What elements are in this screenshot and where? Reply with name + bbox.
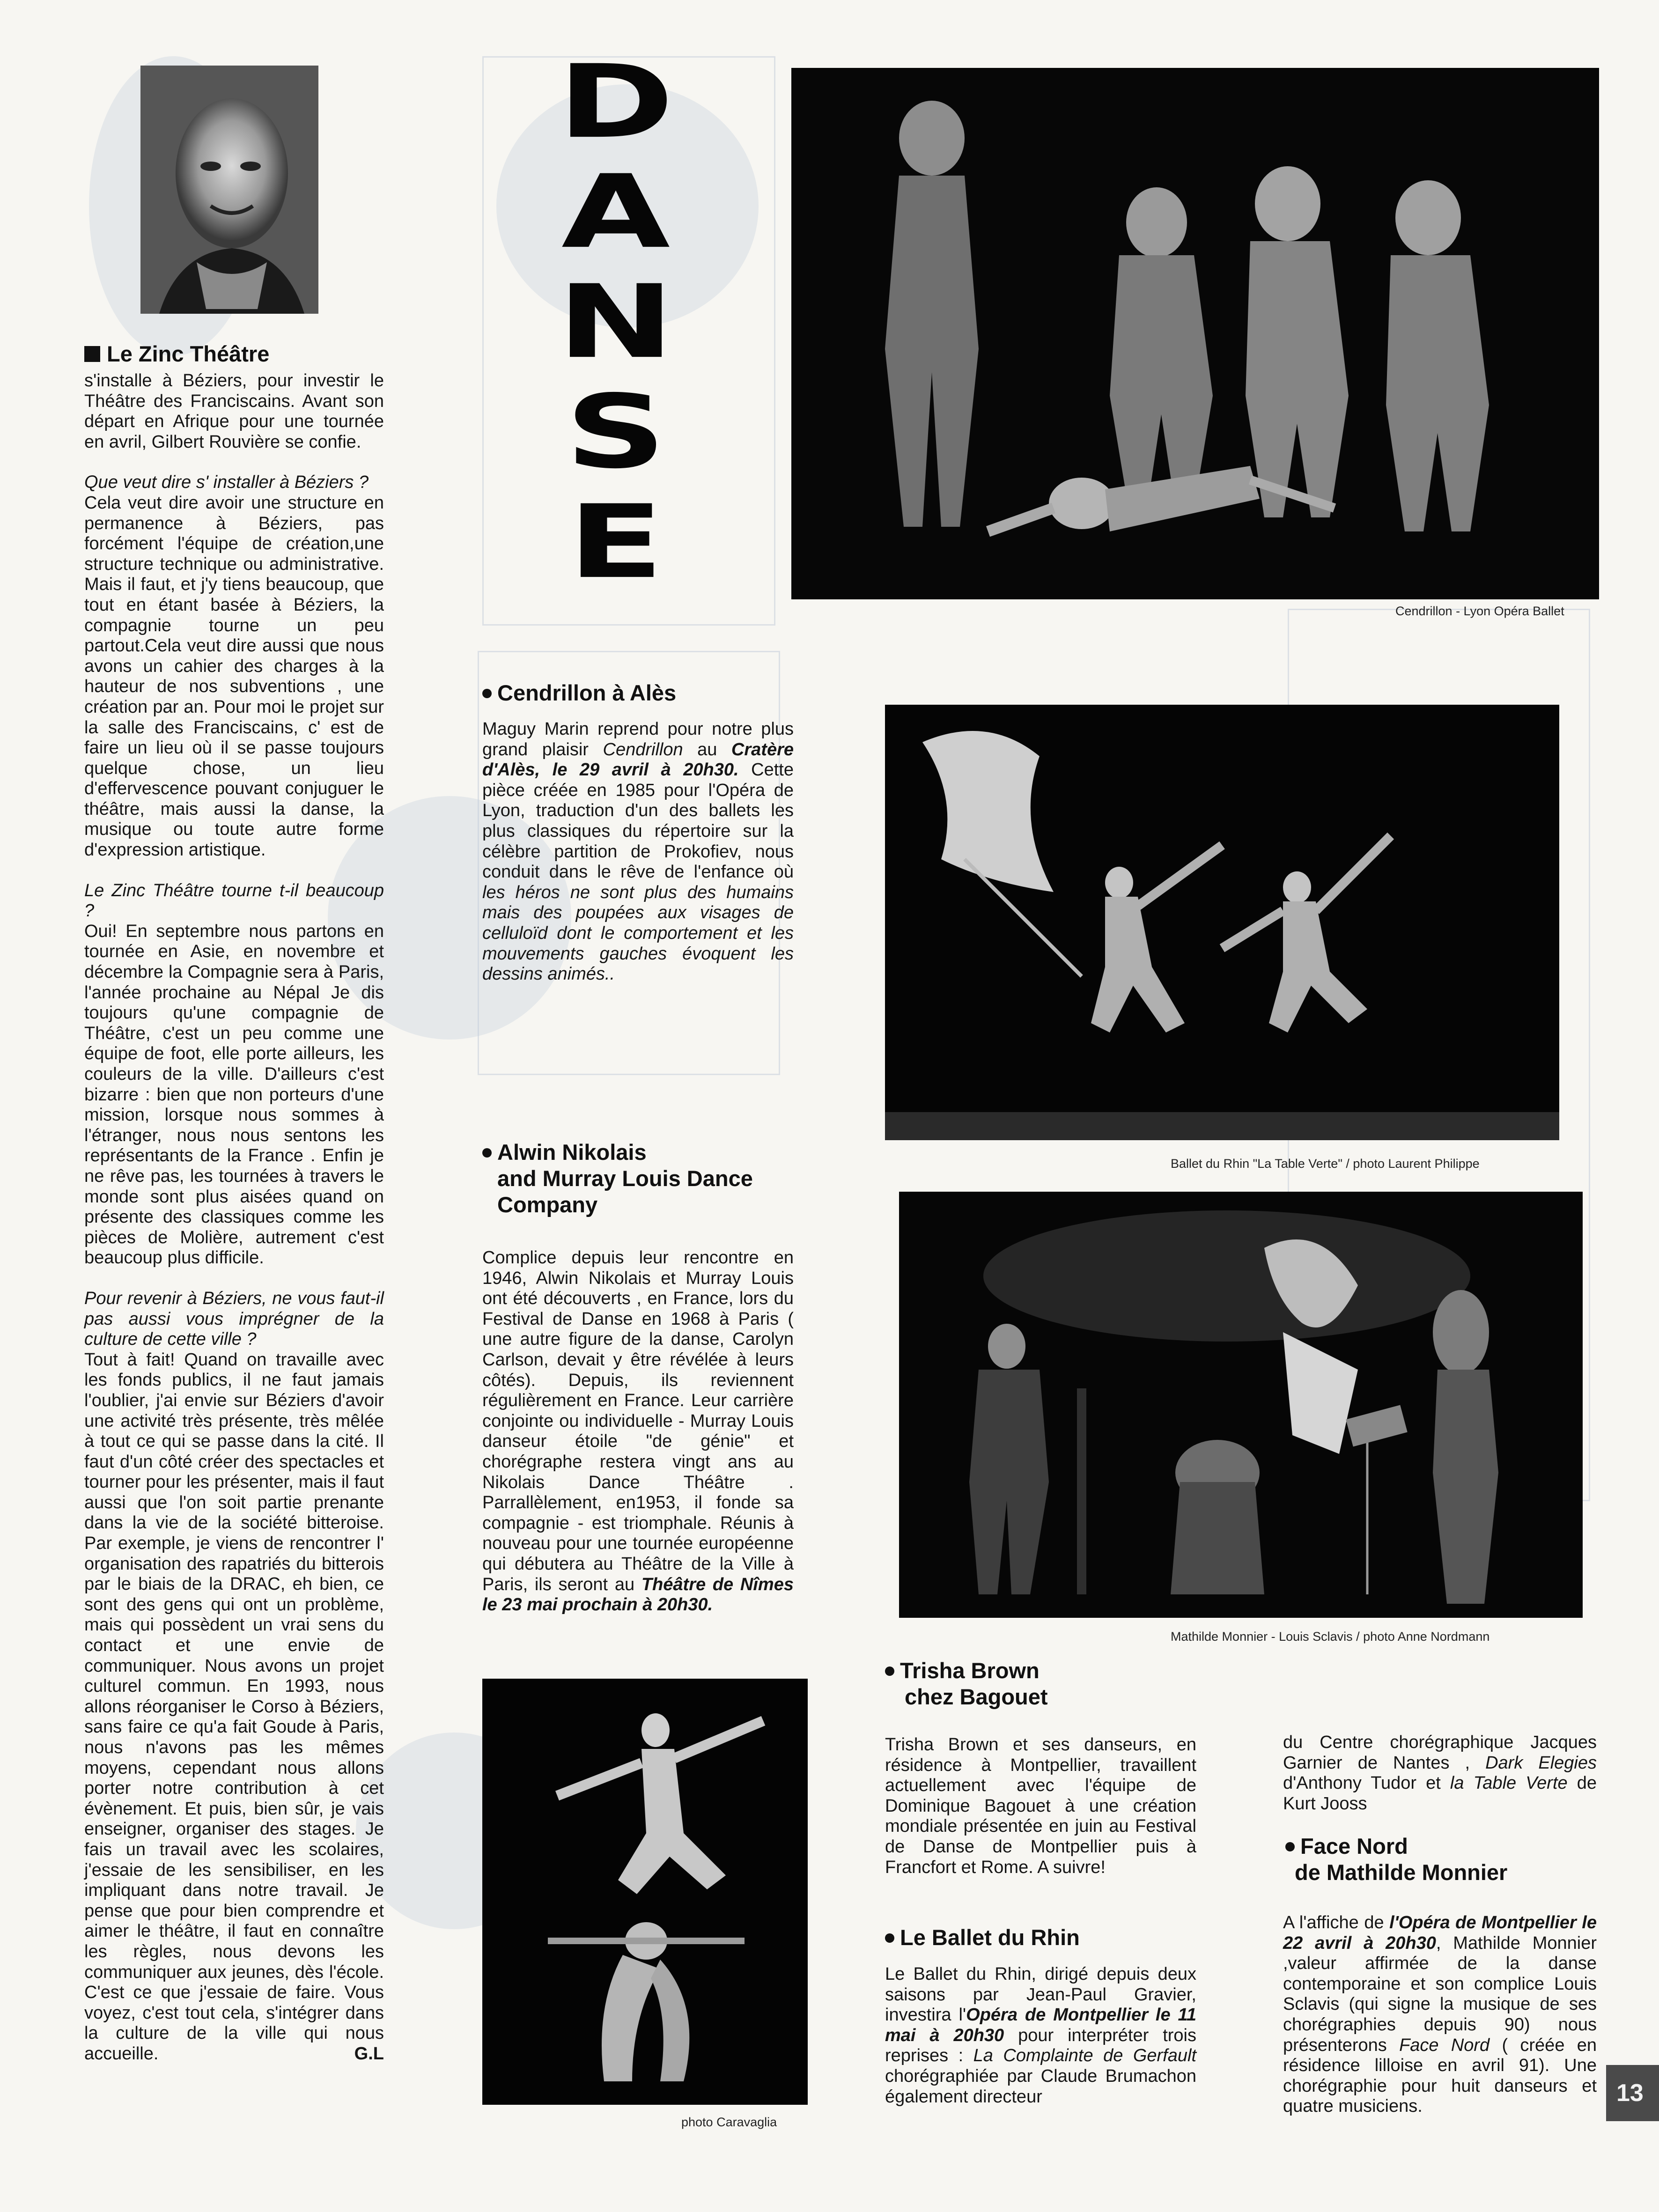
ballet-rhin-caption: Ballet du Rhin "La Table Verte" / photo Laurent Philippe xyxy=(1171,1157,1480,1171)
facenord-heading-line-1 xyxy=(1285,1833,1507,1859)
facenord-date: l'Opéra de Montpellier le 22 avril à 20h30 xyxy=(1283,1913,1597,1953)
nikolais-heading-line-2: and Murray Louis Dance xyxy=(497,1166,753,1191)
rhin-text-10: de Kurt Jooss xyxy=(1283,1773,1597,1814)
cendrillon-text-5: Cette pièce créée en 1985 pour l'Opéra de Lyon, traduction d'un des ballets les plus classiques du répertoire sur la célèbre partition de Prokofiev, nous conduit dans le rêve de l'enfance où xyxy=(482,760,794,882)
dot-bullet-icon xyxy=(482,1148,492,1158)
cendrillon-quote: les héros ne sont plus des humains mais des poupées aux visages de celluloïd dont le comportement et les mouvements gauches évoquent les dessins animés.. xyxy=(482,882,794,984)
rhin-article-continued xyxy=(1283,1733,1597,1834)
rhin-text-1: Le Ballet du Rhin, dirigé depuis deux saisons par Jean-Paul Gravier, investira l' xyxy=(885,1964,1196,2025)
portrait-image xyxy=(140,66,318,314)
rhin-text-3: pour interpréter trois reprises : xyxy=(885,2025,1196,2066)
facenord-heading-line-2: de Mathilde Monnier xyxy=(1295,1860,1508,1885)
caravaglia-photo xyxy=(482,1679,808,2105)
facenord-heading-text-1: Face Nord xyxy=(1300,1834,1408,1858)
nikolais-heading-line-1 xyxy=(482,1139,753,1165)
rhin-text-6: du Centre chorégraphique Jacques Garnier de Nantes , xyxy=(1283,1733,1597,1773)
page-number: 13 xyxy=(1606,2065,1659,2121)
dot-bullet-icon xyxy=(482,689,492,698)
cendrillon-heading xyxy=(482,680,676,706)
cendrillon-text xyxy=(482,719,794,985)
zinc-answer-3-text: Tout à fait! Quand on travaille avec les fonds publics, il ne faut jamais l'oublier, j'ai envie sur Béziers d'avoir une activité très présente, très mêlée à tout ce qui se passe dans la cité. Il faut d'un côté créer des spectacles et tourner pour les présenter, mais il faut aussi que l'on soit partie prenante dans la vie de la société bitteroise. Par exemple, je viens de rencontrer l' organisation des rapatriés du bitterois par le biais de la DRAC, eh bien, ce sont des gens qui ont un problème, mais qui possèdent un vrai sens du contact et une envie de communiquer. Nous avons un projet culturel commun. En 1993, nous allons réorganiser le Corso à Béziers, sans faire ce qu'a fait Goude à Paris, nous n'avons pas les mêmes moyens, cependant nous allons porter notre contribution à cet évènement. Et puis, bien sûr, je vais enseigner, organiser des stages. Je fais un travail avec les scolaires, j'essaie de les sensibiliser, en les impliquant dans notre travail. Je pense que pour bien comprendre et aimer le théâtre, il faut en connaître les règles, nous devons les communiquer aux jeunes, dès l'école. C'est ce que j'essaie de faire. Vous voyez, c'est tout cela, s'intégrer dans la culture de la ville qui nous accueille. xyxy=(84,1349,384,2064)
trisha-heading-text-1: Trisha Brown xyxy=(900,1658,1040,1683)
cendrillon-article xyxy=(482,719,794,1005)
rhin-article xyxy=(885,1964,1196,2127)
nikolais-date: Théâtre de Nîmes le 23 mai prochain à 20h30. xyxy=(482,1574,794,1615)
title-letter-a: A xyxy=(561,153,671,271)
title-letter-d: D xyxy=(557,43,674,161)
nikolais-text xyxy=(482,1248,794,1615)
rhin-heading xyxy=(885,1924,1080,1951)
cendrillon-title-ital: Cendrillon xyxy=(603,739,683,759)
portrait-photo xyxy=(140,66,318,314)
nikolais-article xyxy=(482,1248,794,1636)
zinc-intro: s'installe à Béziers, pour investir le Théâtre des Franciscains. Avant son départ en Afrique pour une tournée en avril, Gilbert Rouvière se confie. xyxy=(84,371,384,452)
rhin-work-3: la Table Verte xyxy=(1450,1773,1568,1793)
trisha-heading-line-1 xyxy=(885,1658,1048,1684)
nikolais-text-1: Complice depuis leur rencontre en 1946, Alwin Nikolais et Murray Louis ont été découverts , en France, lors du Festival de Danse en 1968 à Paris ( une autre figure de la danse, Carolyn Carlson, devait y être révélée à leurs côtés). Depuis, ils reviennent régulièrement en France. Leur carrière conjointe ou individuelle - Murray Louis danseur étoile "de génie" et chorégraphe restera vingt ans au Nikolais Dance Théâtre . Parrallèlement, en1953, il fonde sa compagnie - est triomphale. Réunis à nouveau pour une tournée européenne qui débutera au Théâtre de la Ville à Paris, ils seront au xyxy=(482,1248,794,1594)
cendrillon-text-3: au xyxy=(683,739,731,759)
facenord-text-1: A l'affiche de xyxy=(1283,1913,1390,1932)
square-bullet-icon xyxy=(84,346,100,362)
dot-bullet-icon xyxy=(1285,1842,1295,1851)
nikolais-heading-text-1: Alwin Nikolais xyxy=(497,1140,647,1165)
trisha-article xyxy=(885,1735,1196,1898)
cendrillon-image xyxy=(791,68,1599,599)
facenord-text xyxy=(1283,1913,1597,2117)
facenord-heading xyxy=(1285,1833,1507,1886)
rhin-work-2: Dark Elegies xyxy=(1485,1753,1597,1773)
monnier-caption: Mathilde Monnier - Louis Sclavis / photo Anne Nordmann xyxy=(1171,1630,1490,1644)
trisha-heading-line-2: chez Bagouet xyxy=(905,1684,1048,1709)
cendrillon-photo xyxy=(791,68,1599,599)
zinc-answer-3 xyxy=(84,1350,384,2065)
facenord-article xyxy=(1283,1913,1597,2137)
zinc-question-3: Pour revenir à Béziers, ne vous faut-il pas aussi vous imprégner de la culture de cette ville ? xyxy=(84,1288,384,1349)
caravaglia-image xyxy=(482,1679,808,2105)
cendrillon-heading-text: Cendrillon à Alès xyxy=(497,680,677,705)
facenord-text-5: ( créée en résidence lilloise en avril 91). Une chorégraphie pour huit danseurs et quatre musiciens. xyxy=(1283,2035,1597,2116)
dot-bullet-icon xyxy=(885,1933,894,1943)
rhin-text-5: chorégraphiée par Claude Brumachon également directeur xyxy=(885,2066,1196,2107)
rhin-text-8: d'Anthony Tudor et xyxy=(1283,1773,1450,1793)
cendrillon-text-1: Maguy Marin reprend pour notre plus grand plaisir xyxy=(482,719,794,759)
zinc-answer-1: Cela veut dire avoir une structure en permanence à Béziers, pas forcément l'équipe de création,une structure technique ou administrative. Mais il faut, et j'y tiens beaucoup, que tout en étant basée à Béziers, la compagnie tourne un peu partout.Cela veut dire aussi que nous avons un cahier des charges à la hauteur de nos subventions , une création par an. Pour moi le projet sur la salle des Franciscains, c' est de faire un lieu où il se passe toujours quelque chose, un lieu d'effervescence pouvant conjuguer le théâtre, mais aussi la danse, la musique ou toute autre forme d'expression artistique. xyxy=(84,493,384,860)
facenord-text-3: , Mathilde Monnier ,valeur affirmée de la danse contemporaine et son complice Louis Sclavis (qui signe la musique de ses chorégraphies depuis 90) nous présenterons xyxy=(1283,1933,1597,2055)
rhin-heading-text: Le Ballet du Rhin xyxy=(900,1925,1080,1950)
title-letter-e: E xyxy=(568,483,664,601)
title-letter-s: S xyxy=(565,373,667,491)
rhin-text xyxy=(885,1964,1196,2107)
zinc-answer-2: Oui! En septembre nous partons en tournée en Asie, en novembre et décembre la Compagnie sera à Paris, l'année prochaine au Népal Je dis toujours qu'une compagnie de Théâtre, c'est un peu comme une équipe de foot, elle porte ailleurs, les couleurs de la ville. D'ailleurs c'est bizarre : bien que non porteurs d'une mission, lorsque nous sommes à l'étranger, nous nous sentons les représentants de la France . Enfin je ne rêve pas, les tournées à travers le monde sont plus aisées quand on présente des classiques comme les pièces de Molière, autrement c'est beaucoup plus difficile. xyxy=(84,921,384,1268)
ballet-rhin-image xyxy=(885,705,1559,1140)
nikolais-heading xyxy=(482,1139,753,1218)
zinc-question-1: Que veut dire s' installer à Béziers ? xyxy=(84,472,369,493)
monnier-photo xyxy=(899,1192,1583,1618)
zinc-heading-text: Le Zinc Théâtre xyxy=(107,341,270,366)
monnier-image xyxy=(899,1192,1583,1618)
trisha-text: Trisha Brown et ses danseurs, en résidence à Montpellier, travaillent actuellement avec l'équipe de Dominique Bagouet à une création mondiale présentée en juin au Festival de Danse de Montpellier puis à Francfort et Rome. A suivre! xyxy=(885,1735,1196,1877)
dot-bullet-icon xyxy=(885,1666,894,1676)
nikolais-heading-line-3: Company xyxy=(497,1192,598,1217)
ballet-rhin-photo xyxy=(885,705,1559,1140)
cendrillon-caption: Cendrillon - Lyon Opéra Ballet xyxy=(1395,604,1564,618)
caravaglia-caption: photo Caravaglia xyxy=(681,2115,777,2129)
zinc-question-2: Le Zinc Théâtre tourne t-il beaucoup ? xyxy=(84,880,384,921)
facenord-title-ital: Face Nord xyxy=(1399,2035,1490,2055)
title-letter-n: N xyxy=(557,263,675,381)
trisha-heading xyxy=(885,1658,1048,1710)
zinc-article xyxy=(84,371,384,2085)
cendrillon-date: Cratère d'Alès, le 29 avril à 20h30. xyxy=(482,739,794,780)
rhin-work-1: La Complainte de Gerfault xyxy=(973,2046,1197,2066)
rhin-text-continued xyxy=(1283,1733,1597,1814)
rhin-date: Opéra de Montpellier le 11 mai à 20h30 xyxy=(885,2005,1196,2045)
zinc-signature: G.L xyxy=(354,2043,384,2064)
zinc-heading xyxy=(84,341,269,367)
